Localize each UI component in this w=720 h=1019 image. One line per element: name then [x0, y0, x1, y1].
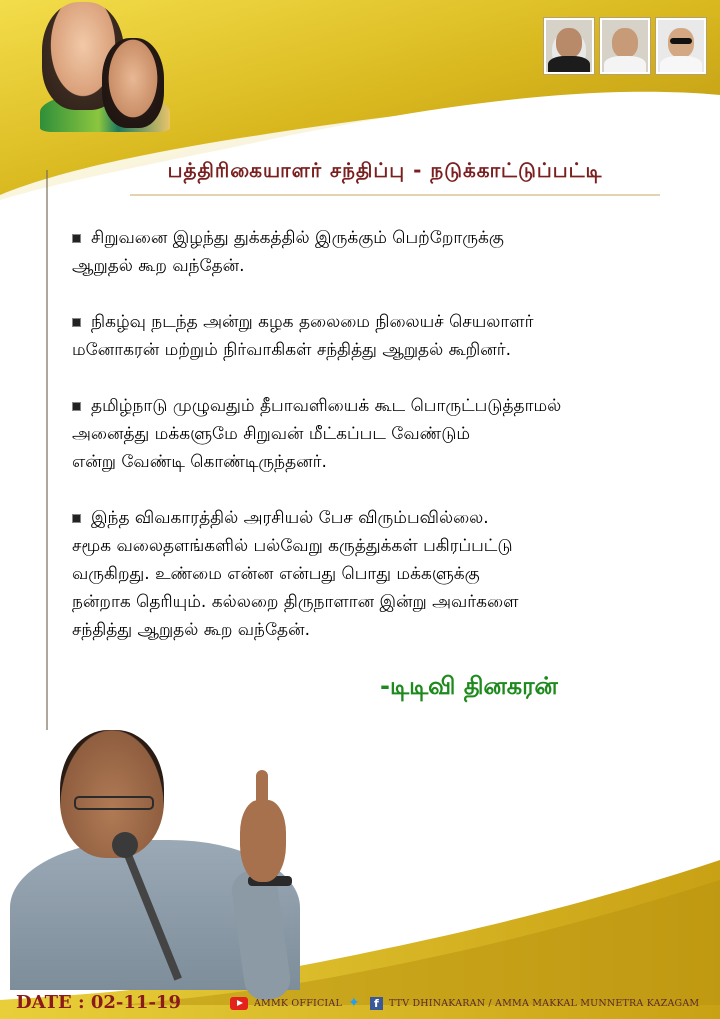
statement-content — [72, 224, 697, 672]
paragraph-2: நிகழ்வு நடந்த அன்று கழக தலைமை நிலையச் செயலாளர் மனோகரன் மற்றும் நிர்வாகிகள் சந்தித்து ஆறுதல் கூறினர். — [72, 312, 534, 360]
footer — [0, 986, 720, 1019]
social-links — [230, 996, 699, 1010]
bullet-icon — [72, 402, 81, 411]
bullet-icon — [72, 318, 81, 327]
leader-portraits — [544, 18, 706, 74]
paragraph-1: சிறுவனை இழந்து துக்கத்தில் இருக்கும் பெற்றோருக்கு ஆறுதல் கூற வந்தேன். — [72, 228, 504, 276]
microphone-icon — [112, 832, 138, 858]
youtube-handle: AMMK OFFICIAL — [254, 997, 342, 1009]
signature: -டிடிவி தினகரன் — [380, 672, 558, 700]
speaker-head — [60, 730, 164, 858]
paragraph-4: இந்த விவகாரத்தில் அரசியல் பேச விரும்பவில்லை. சமூக வலைதளங்களில் பல்வேறு கருத்துக்கள் பகிரப்பட்டு வருகிறது. உண்மை என்ன என்பது பொது மக்களுக்கு நன்றாக தெரியும். கல்லறை திருநாளான இன்று அவர்களை சந்தித்து ஆறுதல் கூற வந்தேன். — [72, 508, 519, 640]
youtube-icon — [230, 997, 248, 1010]
twitter-icon: ✦ — [347, 995, 360, 1011]
pointing-finger — [256, 770, 268, 816]
leader-portrait-2 — [600, 18, 650, 74]
vertical-divider — [46, 170, 48, 730]
bullet-icon — [72, 234, 81, 243]
glasses-icon — [74, 796, 154, 810]
paragraph-3: தமிழ்நாடு முழுவதும் தீபாவளியைக் கூட பொருட்படுத்தாமல் அனைத்து மக்களுமே சிறுவன் மீட்கப்பட வேண்டும் என்று வேண்டி கொண்டிருந்தனர். — [72, 396, 562, 472]
page-title: பத்திரிகையாளர் சந்திப்பு - நடுக்காட்டுப்பட்டி — [167, 158, 603, 182]
date-label: DATE : 02-11-19 — [16, 992, 181, 1013]
leader-portrait-1 — [544, 18, 594, 74]
sasikala-portrait — [102, 38, 164, 128]
leader-portrait-3 — [656, 18, 706, 74]
social-handles: TTV DHINAKARAN / AMMA MAKKAL MUNNETRA KAZAGAM — [388, 997, 700, 1009]
title-underline — [130, 194, 660, 196]
facebook-icon: f — [370, 997, 383, 1010]
bullet-icon — [72, 514, 81, 523]
